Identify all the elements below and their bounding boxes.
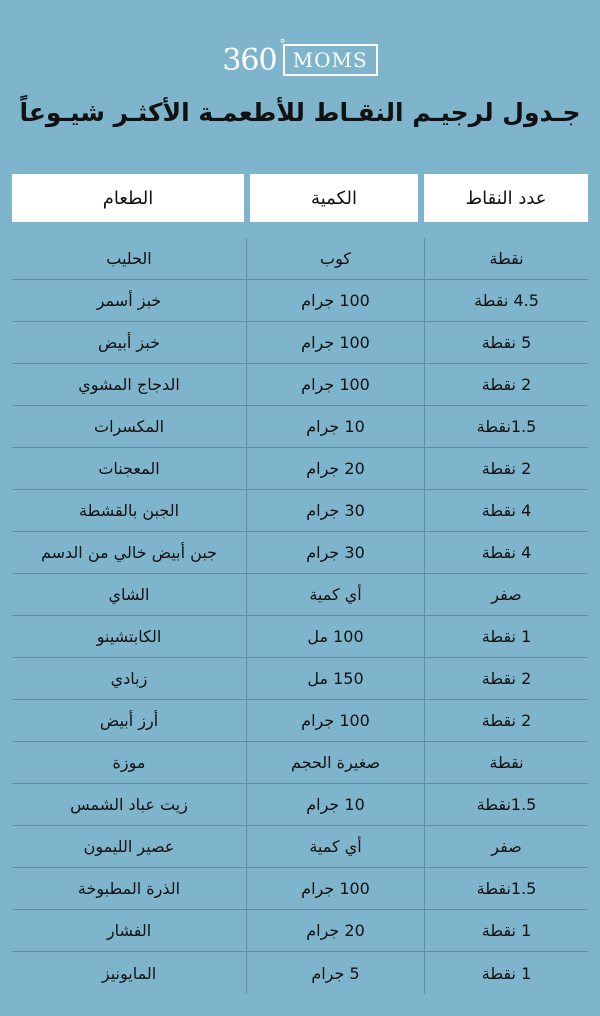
- cell-points: صفر: [424, 574, 588, 615]
- cell-food: الشاي: [108, 585, 150, 604]
- header-points: عدد النقاط: [424, 174, 588, 222]
- cell-points: نقطة: [424, 742, 588, 783]
- table-row: [12, 280, 588, 322]
- cell-points: 5 نقطة: [424, 322, 588, 363]
- brand-number: [222, 36, 285, 78]
- cell-quantity: 20 جرام: [246, 910, 424, 951]
- cell-quantity: 10 جرام: [246, 784, 424, 825]
- cell-points: 2 نقطة: [424, 658, 588, 699]
- table-row: [12, 868, 588, 910]
- table-row: [12, 784, 588, 826]
- cell-quantity: 20 جرام: [246, 448, 424, 489]
- cell-quantity: 100 مل: [246, 616, 424, 657]
- cell-points: 1.5نقطة: [424, 406, 588, 447]
- header-quantity: الكمية: [250, 174, 418, 222]
- cell-points: 1 نقطة: [424, 952, 588, 994]
- table-row: [12, 742, 588, 784]
- cell-quantity: 100 جرام: [246, 364, 424, 405]
- cell-food: عصير الليمون: [83, 837, 175, 856]
- cell-food: المايونيز: [101, 963, 157, 983]
- page-title: جـدول لرجيـم النقـاط للأطعمـة الأكثـر شيـوعاً: [19, 98, 581, 127]
- cell-points: 2 نقطة: [424, 448, 588, 489]
- table-row: [12, 826, 588, 868]
- cell-food: الدجاج المشوي: [78, 375, 180, 394]
- cell-quantity: أي كمية: [246, 574, 424, 615]
- cell-points: 4.5 نقطة: [424, 280, 588, 321]
- table-row: [12, 406, 588, 448]
- table-row: [12, 532, 588, 574]
- header-food: الطعام: [12, 174, 244, 222]
- table-row: [12, 238, 588, 280]
- cell-quantity: صغيرة الحجم: [246, 742, 424, 783]
- table-row: [12, 658, 588, 700]
- table-row: [12, 322, 588, 364]
- cell-quantity: 100 جرام: [246, 868, 424, 909]
- table-row: [12, 616, 588, 658]
- cell-points: نقطة: [424, 238, 588, 279]
- brand-number-text: 360: [222, 42, 277, 78]
- cell-points: 4 نقطة: [424, 532, 588, 573]
- cell-points: 2 نقطة: [424, 364, 588, 405]
- cell-points: 1.5نقطة: [424, 868, 588, 909]
- cell-points: 1 نقطة: [424, 616, 588, 657]
- cell-quantity: 5 جرام: [246, 952, 424, 994]
- table-row: [12, 364, 588, 406]
- cell-quantity: 30 جرام: [246, 532, 424, 573]
- cell-food: زيت عباد الشمس: [70, 795, 188, 814]
- cell-quantity: 100 جرام: [246, 322, 424, 363]
- cell-quantity: كوب: [246, 238, 424, 279]
- table-row: [12, 910, 588, 952]
- cell-quantity: أي كمية: [246, 826, 424, 867]
- table-row: [12, 490, 588, 532]
- cell-points: 2 نقطة: [424, 700, 588, 741]
- table-row: [12, 952, 588, 994]
- cell-points: 4 نقطة: [424, 490, 588, 531]
- cell-food: الفشار: [106, 921, 152, 940]
- cell-quantity: 10 جرام: [246, 406, 424, 447]
- table-body: [12, 238, 588, 994]
- cell-food: المكسرات: [94, 417, 165, 436]
- cell-quantity: 100 جرام: [246, 700, 424, 741]
- cell-food: الحليب: [106, 249, 152, 268]
- cell-food: الكابتشينو: [96, 627, 162, 646]
- table-header: [12, 174, 588, 222]
- cell-food: خبز أبيض: [98, 333, 160, 352]
- cell-points: صفر: [424, 826, 588, 867]
- cell-food: الجبن بالقشطة: [79, 501, 180, 520]
- cell-points: 1 نقطة: [424, 910, 588, 951]
- cell-food: خبز أسمر: [96, 291, 162, 310]
- cell-quantity: 150 مل: [246, 658, 424, 699]
- brand-name: MOMS: [283, 44, 378, 76]
- cell-points: 1.5نقطة: [424, 784, 588, 825]
- table-row: [12, 700, 588, 742]
- cell-food: الذرة المطبوخة: [77, 879, 181, 898]
- cell-food: زبادي: [110, 669, 148, 688]
- cell-quantity: 100 جرام: [246, 280, 424, 321]
- cell-food: أرز أبيض: [99, 711, 159, 730]
- table-row: [12, 448, 588, 490]
- table-row: [12, 574, 588, 616]
- brand-logo: [0, 36, 600, 80]
- cell-food: جبن أبيض خالي من الدسم: [40, 543, 218, 562]
- cell-food: المعجنات: [98, 459, 160, 478]
- cell-food: موزة: [112, 753, 146, 772]
- cell-quantity: 30 جرام: [246, 490, 424, 531]
- brand-degree: °: [279, 36, 285, 51]
